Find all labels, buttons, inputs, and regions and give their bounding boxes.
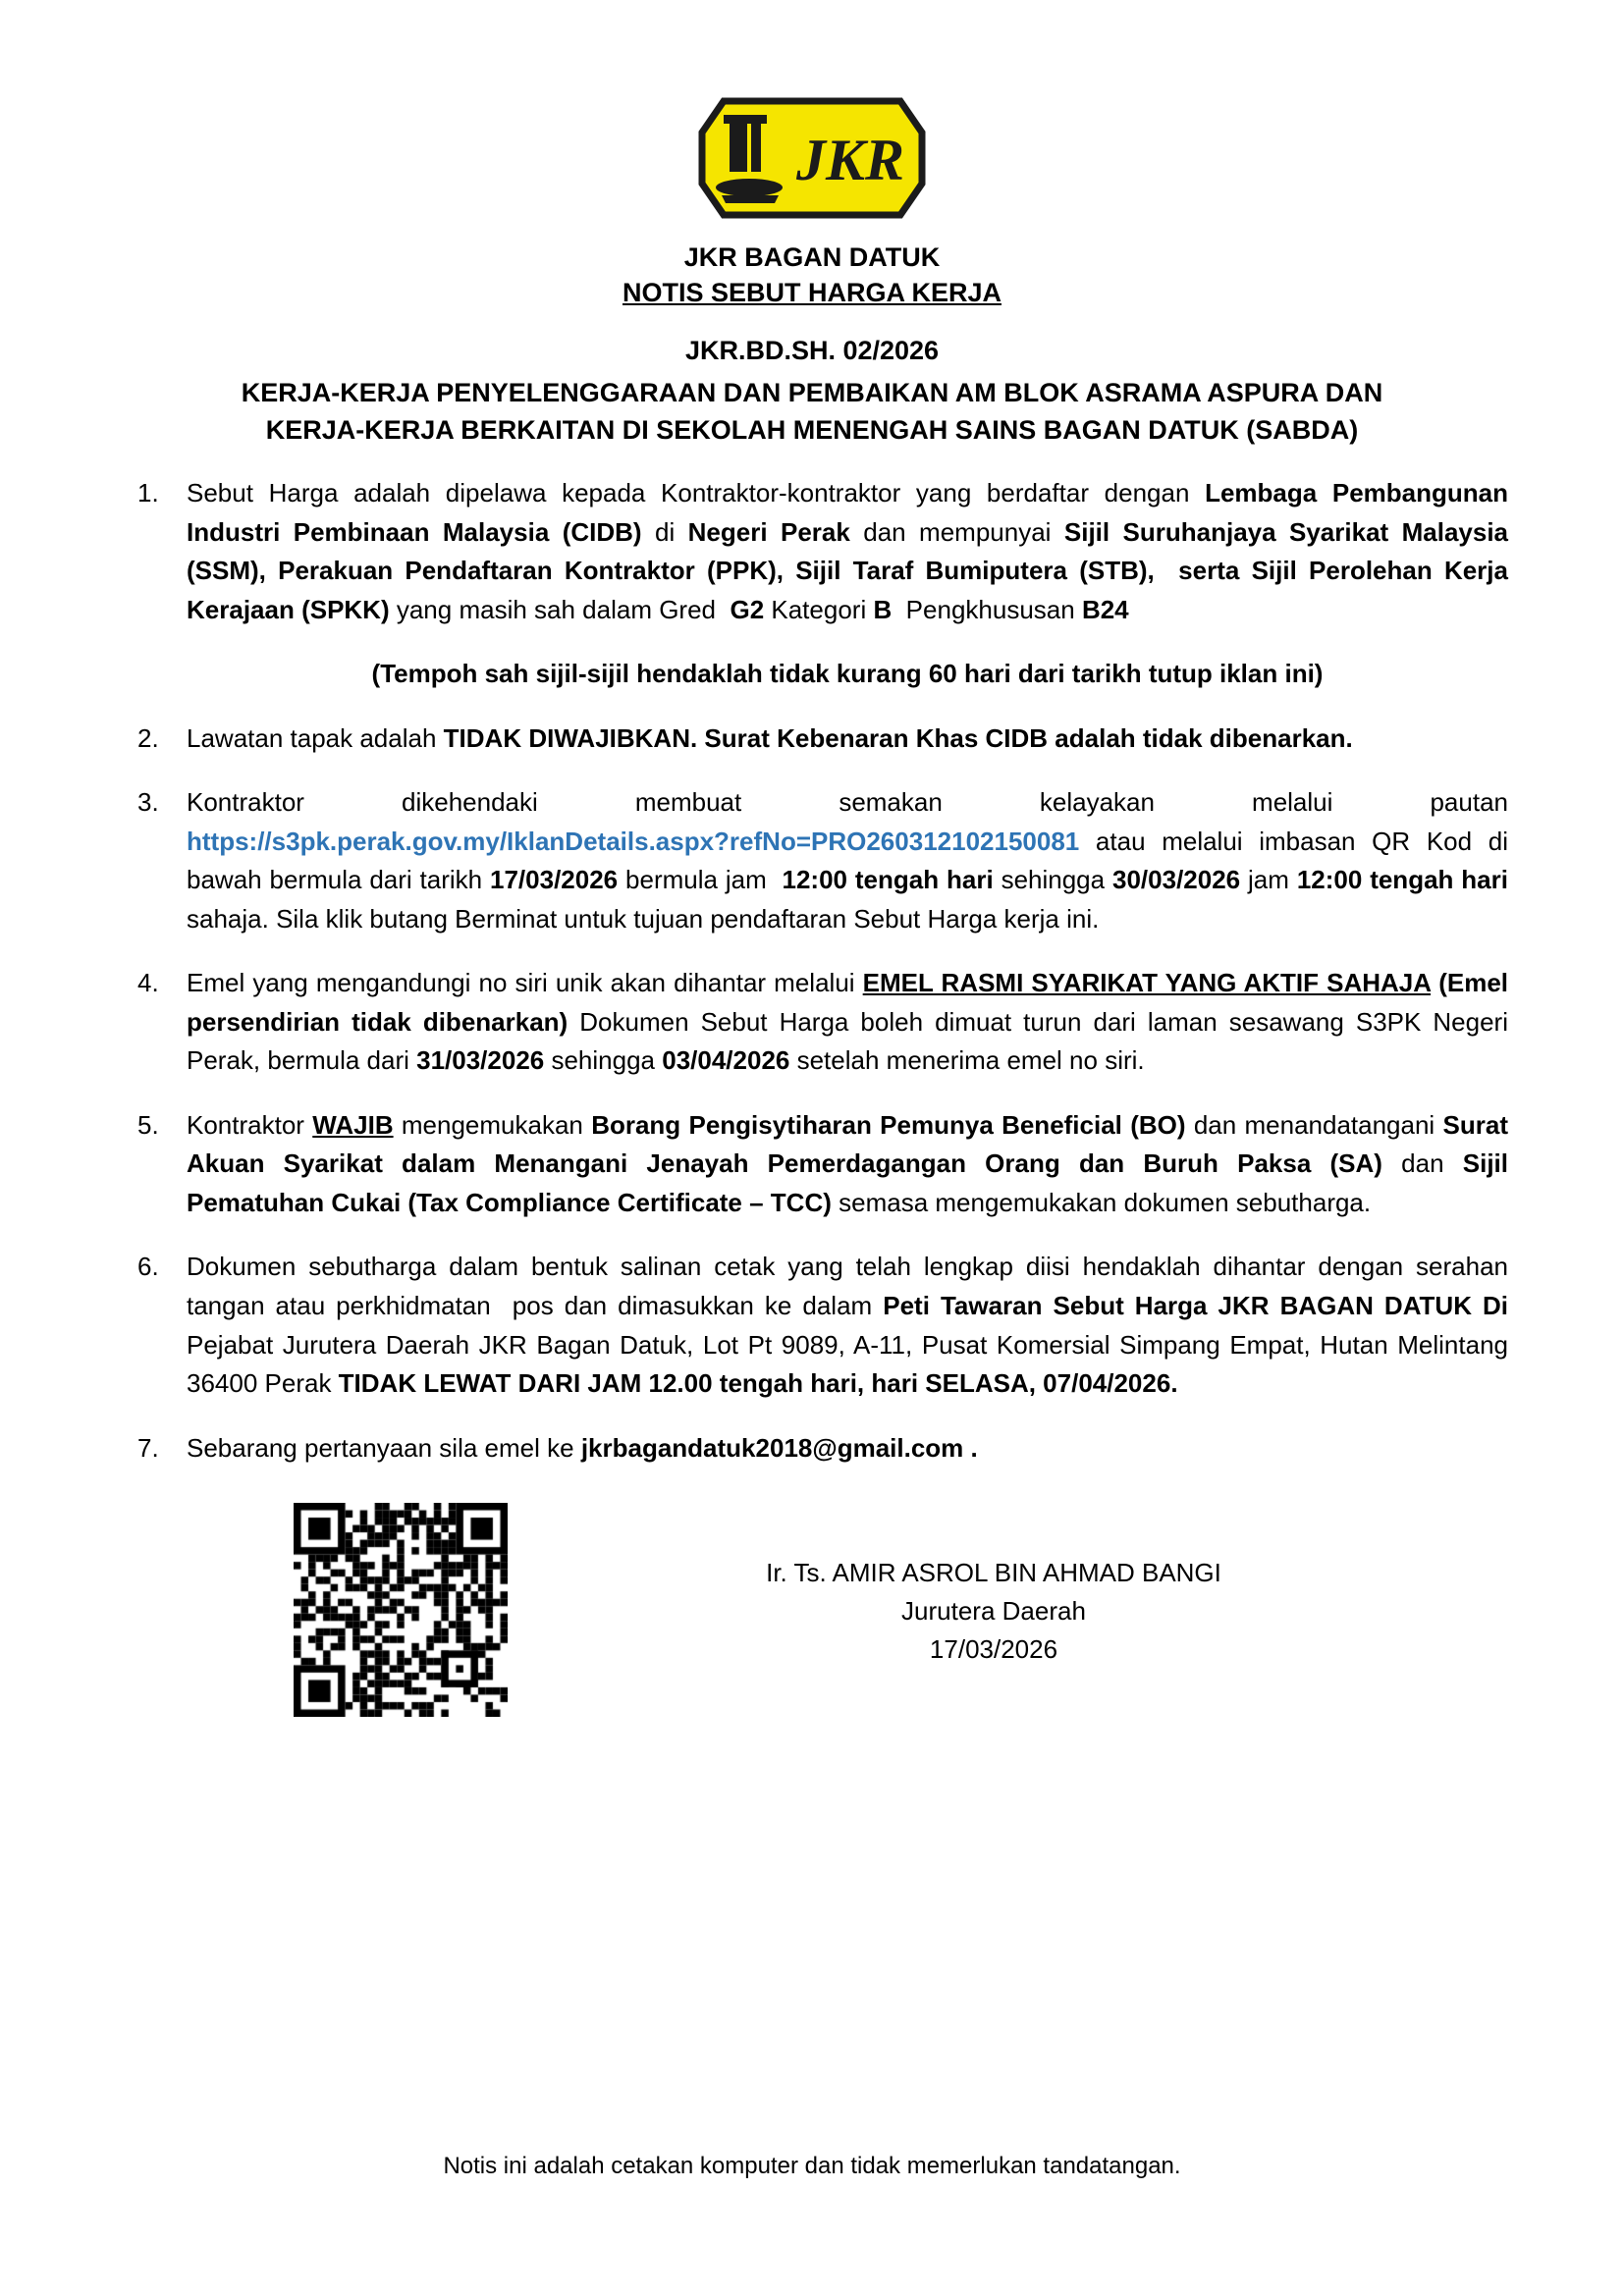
signatory-position: Jurutera Daerah — [901, 1596, 1086, 1627]
notice-item — [116, 1248, 1508, 1403]
jkr-logo-icon — [694, 93, 930, 223]
item-text: Sebarang pertanyaan sila emel ke jkrbagandatuk2018@gmail.com . — [187, 1432, 978, 1463]
notice-item — [116, 720, 1508, 759]
office-name: JKR BAGAN DATUK — [683, 242, 941, 272]
item-number: 5. — [137, 1109, 159, 1140]
item-number: 4. — [137, 968, 159, 998]
notice-items-list — [116, 474, 1508, 1468]
item-text: Kontraktor dikehendaki membuat semakan kelayakan melalui pautan https://s3pk.perak.gov.my/IklanDetails.aspx?refNo=PRO260312102150081 atau melalui imbasan QR Kod di bawah bermula dari tarikh 17/03/2026 bermula jam 12:00 tengah hari sehingga 30/03/2026 jam 12:00 tengah hari sahaja. Sila klik butang Berminat untuk tujuan pendaftaran Sebut Harga kerja ini. — [187, 787, 1508, 934]
project-title-line1: KERJA-KERJA PENYELENGGARAAN DAN PEMBAIKAN AM BLOK ASRAMA ASPURA DAN — [241, 377, 1383, 407]
item-number: 6. — [137, 1252, 159, 1282]
validity-note-row — [116, 655, 1508, 694]
project-title-line2: KERJA-KERJA BERKAITAN DI SEKOLAH MENENGAH SAINS BAGAN DATUK (SABDA) — [265, 414, 1359, 445]
item-text: Emel yang mengandungi no siri unik akan dihantar melalui EMEL RASMI SYARIKAT YANG AKTIF SAHAJA (Emel persendirian tidak dibenarkan) Dokumen Sebut Harga boleh dimuat turun dari laman sesawang S3PK Negeri Perak, bermula dari 31/03/2026 sehingga 03/04/2026 setelah menerima emel no siri. — [187, 968, 1508, 1076]
qr-code[interactable] — [294, 1503, 508, 1717]
notice-item — [116, 1429, 1508, 1468]
item-text: Lawatan tapak adalah TIDAK DIWAJIBKAN. Surat Kebenaran Khas CIDB adalah tidak dibenarkan. — [187, 722, 1353, 753]
signatory-block — [538, 1503, 1508, 1669]
item-number: 7. — [137, 1432, 159, 1463]
item-number: 1. — [137, 478, 159, 508]
item-text: Dokumen sebutharga dalam bentuk salinan cetak yang telah lengkap diisi hendaklah dihantar dengan serahan tangan atau perkhidmatan pos dan dimasukkan ke dalam Peti Tawaran Sebut Harga JKR BAGAN DATUK Di Pejabat Jurutera Daerah JKR Bagan Datuk, Lot Pt 9089, A-11, Pusat Komersial Simpang Empat, Hutan Melintang 36400 Perak TIDAK LEWAT DARI JAM 12.00 tengah hari, hari SELASA, 07/04/2026. — [187, 1252, 1509, 1399]
footer-note: Notis ini adalah cetakan komputer dan tidak memerlukan tandatangan. — [443, 2153, 1181, 2179]
notice-item — [116, 474, 1508, 629]
title-block — [116, 332, 1508, 449]
item-text: Kontraktor WAJIB mengemukakan Borang Pengisytiharan Pemunya Beneficial (BO) dan menandatangani Surat Akuan Syarikat dalam Menangani Jenayah Pemerdagangan Orang dan Buruh Paksa (SA) dan Sijil Pematuhan Cukai (Tax Compliance Certificate – TCC) semasa mengemukakan dokumen sebutharga. — [187, 1109, 1508, 1217]
svg-text:JKR: JKR — [796, 128, 905, 192]
signature-row — [116, 1503, 1508, 1717]
logo-container — [116, 93, 1508, 223]
qr-container — [116, 1503, 538, 1717]
signatory-name: Ir. Ts. AMIR ASROL BIN AHMAD BANGI — [766, 1558, 1221, 1588]
validity-note: (Tempoh sah sijil-sijil hendaklah tidak kurang 60 hari dari tarikh tutup iklan ini) — [371, 659, 1324, 689]
item-number: 3. — [137, 787, 159, 818]
item-number: 2. — [137, 722, 159, 753]
notice-item — [116, 783, 1508, 938]
signatory-date: 17/03/2026 — [929, 1634, 1058, 1665]
notice-item — [116, 964, 1508, 1081]
item-text: Sebut Harga adalah dipelawa kepada Kontraktor-kontraktor yang berdaftar dengan Lembaga Pembangunan Industri Pembinaan Malaysia (CIDB) di Negeri Perak dan mempunyai Sijil Suruhanjaya Syarikat Malaysia (SSM), Perakuan Pendaftaran Kontraktor (PPK), Sijil Taraf Bumiputera (STB), serta Sijil Perolehan Kerja Kerajaan (SPKK) yang masih sah dalam Gred G2 Kategori B Pengkhususan B24 — [187, 478, 1509, 624]
reference-number: JKR.BD.SH. 02/2026 — [684, 336, 940, 366]
notice-item — [116, 1106, 1508, 1223]
notice-type: NOTIS SEBUT HARGA KERJA — [622, 277, 1002, 307]
